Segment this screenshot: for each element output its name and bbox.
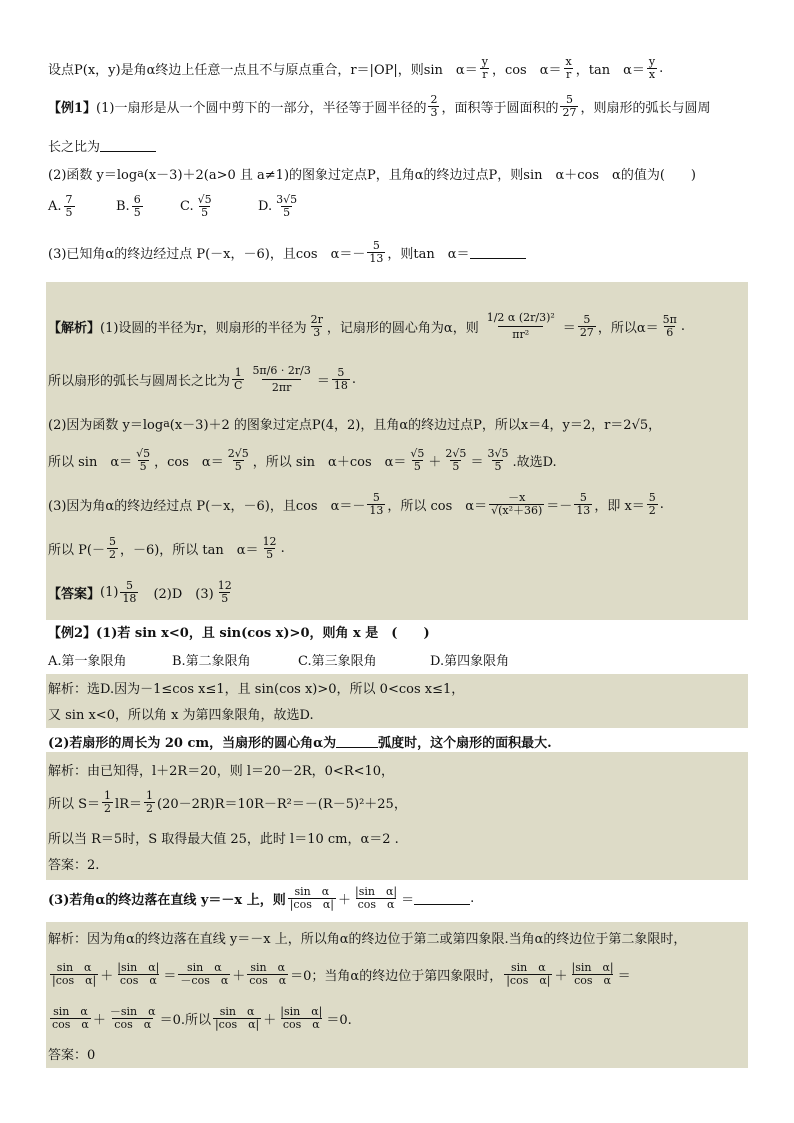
fraction: x r — [565, 55, 572, 81]
fraction: －x √(x²＋36) — [491, 491, 543, 517]
fraction: sin α －cos α — [180, 961, 229, 987]
fraction: 3√5 5 — [487, 447, 509, 473]
fraction: 12 5 — [217, 579, 232, 605]
example-2-options — [48, 650, 748, 669]
fraction: 5 18 — [333, 365, 348, 392]
option-c: C.第三象限角 — [298, 654, 377, 669]
option-d: D. 3√5 5 — [258, 193, 298, 219]
answer-blank — [336, 735, 378, 748]
compound-fraction: 1/2 α (2r/3)² πr² — [486, 310, 555, 341]
example-2-solution-3-line-1: 解析：因为角α的终边落在直线 y＝－x 上，所以角α的终边位于第二或第四象限.当角α的终边位于第二象限时， — [48, 932, 687, 947]
fraction: 5 13 — [369, 491, 384, 517]
fraction: sin α |cos α| — [52, 961, 97, 987]
fraction: 5 18 — [122, 579, 137, 605]
solution-1-part-1: 【解析】 (1)设圆的半径为r，则扇形的半径为 2r 3 ，记扇形的圆心角为α，则 1/2 α (2r/3)² πr² ＝ 5 27 ，所以α＝ 5π 6 . — [48, 310, 685, 341]
fraction: 5 27 — [562, 93, 577, 119]
example-2-solution-2-answer: 答案：2. — [48, 858, 100, 873]
solution-label: 【解析】 — [48, 320, 101, 336]
example-2-solution-3-line-2: sin α |cos α| ＋ |sin α| cos α ＝ sin α －cos α ＋ sin α cos α ＝0；当角α的终边位于第四象限时， sin α |cos α| ＋ |sin α| cos α ＝ — [52, 961, 631, 987]
fraction: 5 27 — [579, 312, 594, 339]
example-2-solution-2-line-2: 所以 S＝ 1 2 lR＝ 1 2 (20－2R)R＝10R－R²＝－(R－5)²＋25， — [48, 789, 407, 815]
answer-blank — [414, 892, 470, 905]
example-1-question-2: (2)函数 y＝log a (x－3)＋2(a>0 且 a≠1)的图象过定点P，且角α的终边过点P，则sin α＋cos α的值为( ) — [48, 167, 696, 183]
fraction: －sin α cos α — [109, 1005, 156, 1031]
fraction: |sin α| cos α — [117, 961, 160, 987]
example-2-solution-2-line-3: 所以当 R＝5时，S 取得最大值 25，此时 l＝10 cm，α＝2 . — [48, 832, 399, 847]
fraction: |sin α| cos α — [355, 885, 398, 911]
fraction: sin α cos α — [52, 1005, 89, 1031]
fraction: 5π 6 — [662, 312, 677, 339]
example-2-question-1: 【例2】 (1)若 sin x<0，且 sin(cos x)>0，则角 x 是 ( ) — [48, 622, 748, 641]
fraction: y x — [648, 55, 656, 81]
example-2-solution-2-line-1: 解析：由已知得，l＋2R＝20，则 l＝20－2R，0<R<10， — [48, 764, 395, 779]
option-a: A. 7 5 — [48, 193, 73, 219]
fraction: 12 5 — [262, 535, 277, 561]
solution-1-part-1-ratio: 所以扇形的弧长与圆周长之比为 1 C 5π/6 · 2r/3 2πr ＝ 5 18 . — [48, 363, 356, 394]
example-1-question-1-cont: 长之比为 — [48, 136, 748, 155]
solution-1-part-2: (2)因为函数 y＝log a (x－3)＋2 的图象过定点P(4，2)，且角α的终边过点P，所以x＝4，y＝2，r＝2√5， — [48, 417, 662, 433]
example-2-solution-1-line-1: 解析：选D.因为－1≤cos x≤1，且 sin(cos x)>0，所以 0<cos x≤1， — [48, 682, 465, 697]
fraction: 5 2 — [108, 535, 116, 561]
option-b: B.第二象限角 — [172, 654, 251, 669]
fraction: sin α |cos α| — [506, 961, 551, 987]
example-2-solution-3-answer: 答案：0 — [48, 1048, 96, 1063]
fraction: √5 5 — [410, 447, 425, 473]
option-c: C. √5 5 — [180, 193, 212, 219]
example-label: 【例2】 — [48, 626, 97, 641]
answer-blank — [470, 246, 526, 259]
fraction: 2r 3 — [310, 312, 323, 339]
fraction: |sin α| cos α — [571, 961, 614, 987]
solution-1-part-3-result: 所以 P(－ 5 2 ，－6)，所以 tan α＝ 12 5 . — [48, 535, 285, 561]
fraction: 2 3 — [430, 93, 438, 119]
option-d: D.第四象限角 — [430, 654, 510, 669]
example-1-options — [48, 194, 748, 219]
example-2-question-2: (2)若扇形的周长为 20 cm，当扇形的圆心角α为 弧度时，这个扇形的面积最大. — [48, 736, 552, 751]
example-2-solution-1-line-2: 又 sin x<0，所以角 x 为第四象限角，故选D. — [48, 708, 314, 723]
fraction: 2√5 5 — [227, 447, 249, 473]
example-label: 【例1】 — [48, 101, 97, 116]
fraction: 2√5 5 — [445, 447, 467, 473]
fraction: 5 13 — [369, 239, 384, 265]
fraction: y r — [481, 55, 488, 81]
example-1-question-1: 【例1】 (1)一扇形是从一个圆中剪下的一部分，半径等于圆半径的 2 3 ，面积等于圆面积的 5 27 ，则扇形的弧长与圆周 — [48, 93, 711, 119]
example-1-question-3: (3)已知角α的终边经过点 P(－x，－6)，且cos α＝－ 5 13 ，则tan α＝ — [48, 240, 748, 265]
answer-blank — [100, 139, 156, 152]
compound-fraction: 5π/6 · 2r/3 2πr — [252, 363, 311, 394]
fraction: |sin α| cos α — [280, 1005, 323, 1031]
intro-definition: 设点P(x，y)是角α终边上任意一点且不与原点重合，r＝|OP|，则sin α＝ y r ，cos α＝ x r ，tan α＝ y x . — [48, 55, 664, 81]
example-2-solution-3-line-3: sin α cos α ＋ －sin α cos α ＝0.所以 sin α |cos α| ＋ |sin α| cos α ＝0. — [52, 1005, 352, 1031]
option-a: A.第一象限角 — [48, 654, 127, 669]
option-b: B. 6 5 — [116, 193, 141, 219]
fraction: √5 5 — [136, 447, 151, 473]
fraction: 5 2 — [648, 491, 656, 517]
fraction: 1 2 — [104, 789, 112, 815]
fraction: sin α cos α — [249, 961, 287, 987]
fraction: 5 13 — [576, 491, 591, 517]
solution-1-answer: 【答案】 (1) 5 18 (2)D (3) 12 5 — [48, 579, 232, 605]
fraction: 1 C — [234, 365, 243, 392]
solution-1-part-3: (3)因为角α的终边经过点 P(－x，－6)，且cos α＝－ 5 13 ，所以 cos α＝ －x √(x²＋36) ＝－ 5 13 ，即 x＝ 5 2 . — [48, 491, 664, 517]
solution-1-part-2-values: 所以 sin α＝ √5 5 ，cos α＝ 2√5 5 ，所以 sin α＋cos α＝ √5 5 ＋ 2√5 5 ＝ 3√5 5 .故选D. — [48, 447, 557, 473]
fraction: sin α |cos α| — [214, 1005, 260, 1031]
fraction: 1 2 — [146, 789, 153, 815]
fraction: sin α |cos α| — [289, 885, 334, 911]
example-2-question-3: (3)若角α的终边落在直线 y＝－x 上，则 sin α |cos α| ＋ |sin α| cos α ＝ . — [48, 885, 475, 911]
answer-label: 【答案】 — [48, 587, 101, 602]
